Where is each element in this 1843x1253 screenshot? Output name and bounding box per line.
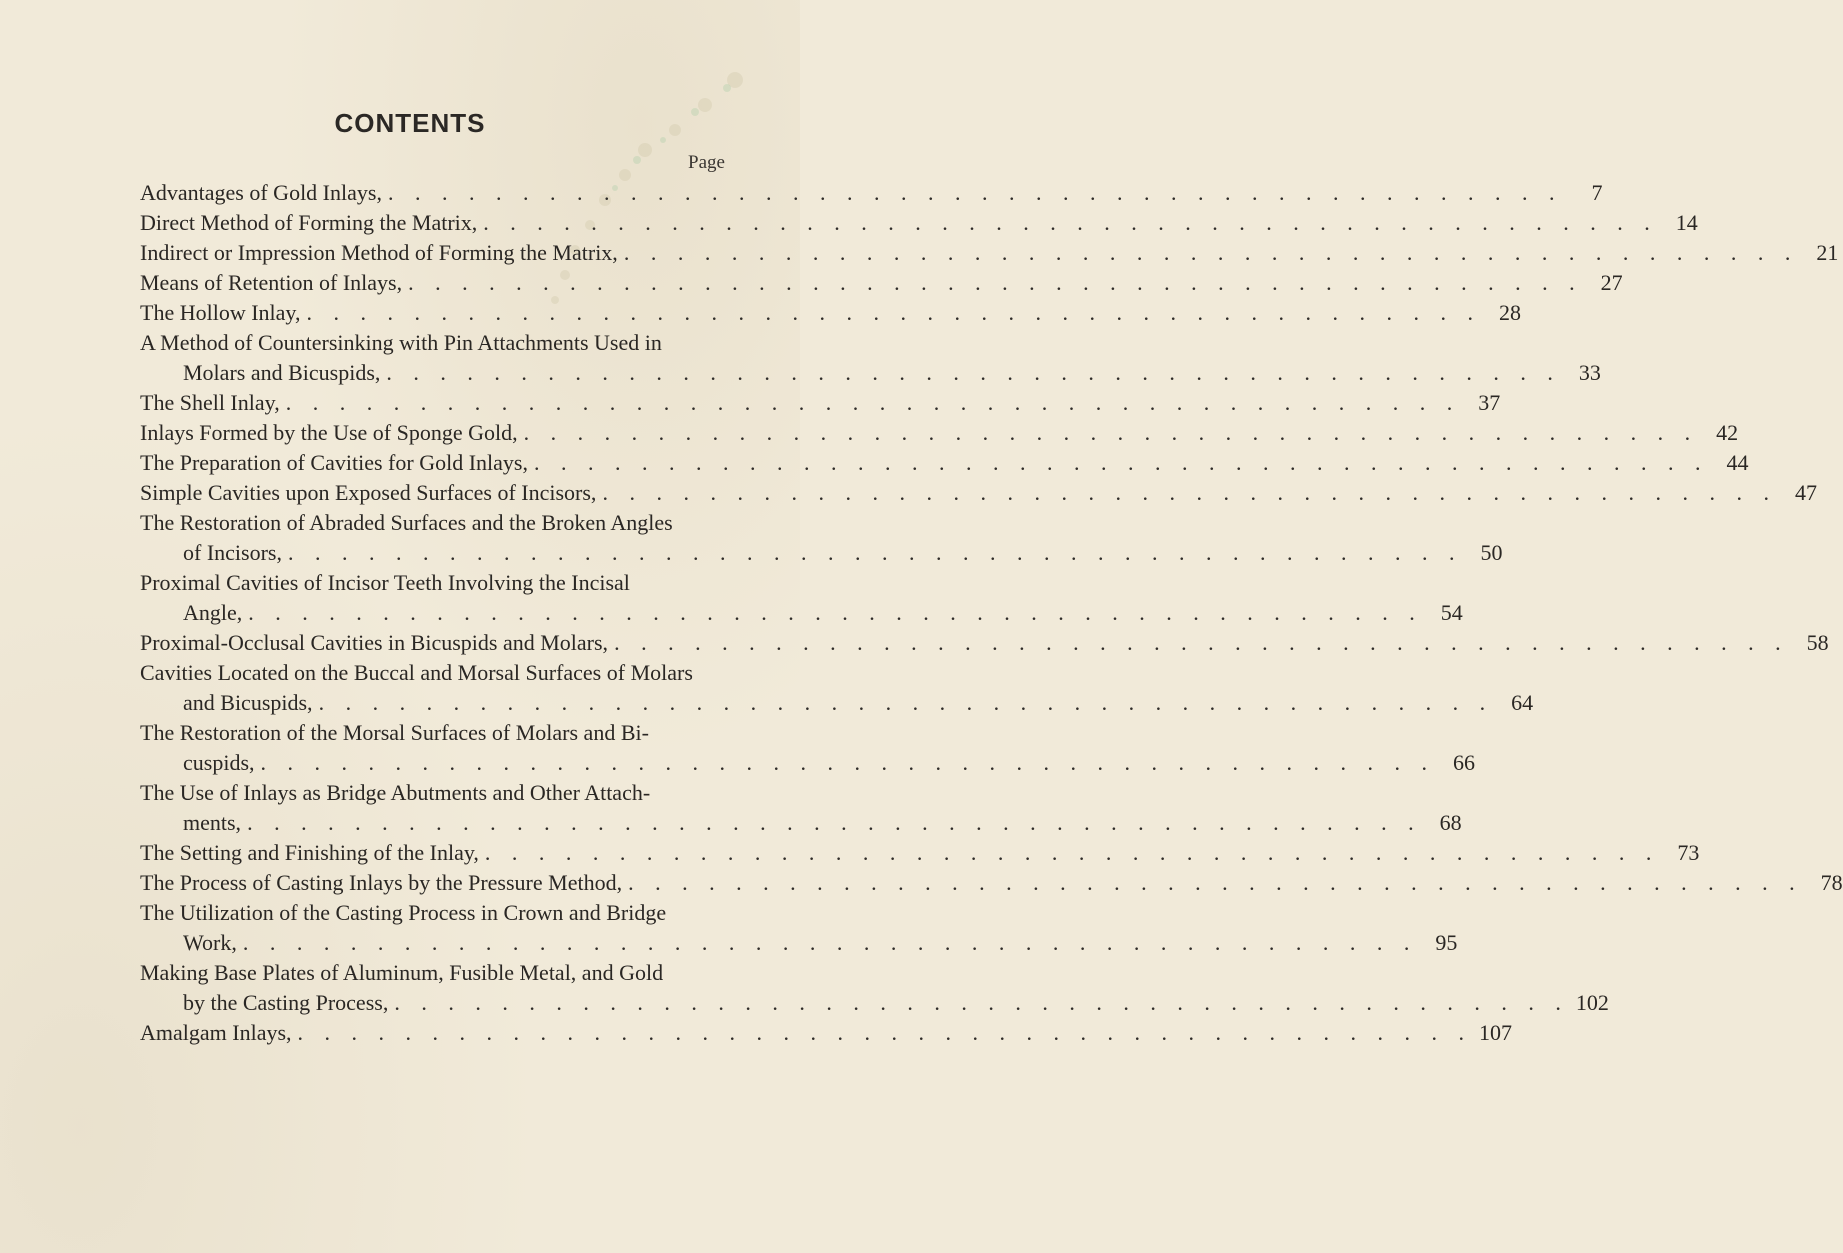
toc-entry xyxy=(140,268,1623,298)
toc-entry-title: The Shell Inlay, xyxy=(140,390,280,415)
toc-entry-title: The Restoration of Abraded Surfaces and the Broken Angles xyxy=(140,510,673,535)
toc-page-number: 95 xyxy=(1435,930,1458,955)
toc-entry xyxy=(140,718,1475,778)
toc-entry xyxy=(140,1018,1513,1048)
dot-leader: . . . . . . . . . . . . . . . . . . . . . . . . . . . . . . . . . . . . . . . . . . . . xyxy=(483,210,1658,235)
toc-entry xyxy=(140,448,1749,478)
toc-entry xyxy=(140,508,1503,568)
toc-entry xyxy=(140,898,1458,958)
toc-entry-title: Direct Method of Forming the Matrix, xyxy=(140,210,478,235)
toc-page-number: 64 xyxy=(1511,690,1534,715)
toc-entry-title: of Incisors, xyxy=(183,540,282,565)
dot-leader: . . . . . . . . . . . . . . . . . . . . . . . . . . . . . . . . . . . . . . . . . . . . xyxy=(394,990,1569,1015)
toc-entry-title: The Preparation of Cavities for Gold Inlays, xyxy=(140,450,528,475)
toc-page-number: 47 xyxy=(1794,480,1817,505)
dot-leader: . . . . . . . . . . . . . . . . . . . . . . . . . . . . . . . . . . . . . . . . . . . . xyxy=(614,630,1789,655)
toc-entry xyxy=(140,298,1521,328)
toc-entry-title: The Setting and Finishing of the Inlay, xyxy=(140,840,479,865)
toc-page-number: 7 xyxy=(1591,180,1603,205)
dot-leader: . . . . . . . . . . . . . . . . . . . . . . . . . . . . . . . . . . . . . . . . . . . . xyxy=(523,420,1699,445)
toc-entry-title: by the Casting Process, xyxy=(183,990,389,1015)
toc-page-number: 37 xyxy=(1478,390,1501,415)
dot-leader: . . . . . . . . . . . . . . . . . . . . . . . . . . . . . . . . . . . . . . . . . . . . xyxy=(242,930,1418,955)
dot-leader: . . . . . . . . . . . . . . . . . . . . . . . . . . . . . . . . . . . . . . . . . . . . xyxy=(628,870,1803,895)
toc-entry-title: Simple Cavities upon Exposed Surfaces of Incisors, xyxy=(140,480,597,505)
toc-entry-title: The Restoration of the Morsal Surfaces of Molars and Bi- xyxy=(140,720,649,745)
toc-entry-title: Proximal-Occlusal Cavities in Bicuspids and Molars, xyxy=(140,630,609,655)
dot-leader: . . . . . . . . . . . . . . . . . . . . . . . . . . . . . . . . . . . . . . . . . . . . xyxy=(484,840,1660,865)
dot-leader: . . . . . . . . . . . . . . . . . . . . . . . . . . . . . . . . . . . . . . . . . . . . xyxy=(318,690,1494,715)
toc-entry-title: Work, xyxy=(183,930,237,955)
toc-page-number: 44 xyxy=(1726,450,1749,475)
toc-entry-title: The Process of Casting Inlays by the Pressure Method, xyxy=(140,870,623,895)
toc-entry xyxy=(140,958,1609,1018)
dot-leader: . . . . . . . . . . . . . . . . . . . . . . . . . . . . . . . . . . . . . . . . . . . . xyxy=(533,450,1709,475)
toc-entry xyxy=(140,478,1817,508)
toc-entry-title: The Utilization of the Casting Process in Crown and Bridge xyxy=(140,900,667,925)
dot-leader: . . . . . . . . . . . . . . . . . . . . . . . . . . . . . . . . . . . . . . . . . . . . xyxy=(602,480,1777,505)
toc-entry xyxy=(140,658,1534,718)
toc-page-number: 33 xyxy=(1578,360,1601,385)
toc-page-number: 102 xyxy=(1575,990,1609,1015)
toc-page-number: 21 xyxy=(1816,240,1839,265)
toc-entry-title: Angle, xyxy=(183,600,243,625)
toc-entry xyxy=(140,328,1601,388)
toc-entry xyxy=(140,778,1462,838)
dot-leader: . . . . . . . . . . . . . . . . . . . . . . . . . . . . . . . . . . . . . . . . . . . . xyxy=(247,810,1422,835)
page-title: CONTENTS xyxy=(334,108,486,138)
toc-page-number: 14 xyxy=(1675,210,1698,235)
toc-entry-title: Advantages of Gold Inlays, xyxy=(140,180,382,205)
toc-page-number: 107 xyxy=(1479,1020,1513,1045)
toc-page-number: 68 xyxy=(1439,810,1462,835)
dot-leader: . . . . . . . . . . . . . . . . . . . . . . . . . . . . . . . . . . . . . . . . . . . . xyxy=(408,270,1583,295)
toc-entry xyxy=(140,568,1463,628)
toc-entry-title: and Bicuspids, xyxy=(183,690,313,715)
dot-leader: . . . . . . . . . . . . . . . . . . . . . . . . . . . . . . . . . . . . . . . . . . . . xyxy=(387,180,1563,205)
dot-leader: . . . . . . . . . . . . . . . . . . . . . . . . . . . . . . . . . . . . . . . . . . . . xyxy=(306,300,1481,325)
toc-entry-title: ments, xyxy=(183,810,242,835)
dot-leader: . . . . . . . . . . . . . . . . . . . . . . . . . . . . . . . . . . . . . . . . . . . . xyxy=(287,540,1463,565)
toc-entry-title: The Hollow Inlay, xyxy=(140,300,301,325)
toc-entry-title: Molars and Bicuspids, xyxy=(183,360,381,385)
toc-page-number: 54 xyxy=(1440,600,1463,625)
toc-page-number: 73 xyxy=(1677,840,1700,865)
toc-page-number: 66 xyxy=(1453,750,1475,775)
toc-page-number: 42 xyxy=(1716,420,1739,445)
toc-page-number: 58 xyxy=(1806,630,1829,655)
toc-page-number: 27 xyxy=(1600,270,1623,295)
toc-entry-title: Making Base Plates of Aluminum, Fusible Metal, and Gold xyxy=(140,960,664,985)
toc-page-number: 78 xyxy=(1820,870,1843,895)
toc-entry-title: Indirect or Impression Method of Forming the Matrix, xyxy=(140,240,618,265)
toc-page-number: 28 xyxy=(1498,300,1521,325)
toc-entry-title: Cavities Located on the Buccal and Morsal Surfaces of Molars xyxy=(140,660,693,685)
dot-leader: . . . . . . . . . . . . . . . . . . . . . . . . . . . . . . . . . . . . . . . . . . . . xyxy=(386,360,1561,385)
dot-leader: . . . . . . . . . . . . . . . . . . . . . . . . . . . . . . . . . . . . . . . . . . . . xyxy=(248,600,1423,625)
toc-entry xyxy=(140,238,1839,268)
toc-entry xyxy=(140,388,1501,418)
toc-entry xyxy=(140,178,1603,208)
toc-entry-title: Inlays Formed by the Use of Sponge Gold, xyxy=(140,420,518,445)
page-column-label: Page xyxy=(688,152,725,173)
toc-entry xyxy=(140,418,1739,448)
toc-entry-title: Means of Retention of Inlays, xyxy=(140,270,403,295)
toc-entry-title: A Method of Countersinking with Pin Attachments Used in xyxy=(140,330,662,355)
toc-entry xyxy=(140,868,1843,898)
toc-entry-title: The Use of Inlays as Bridge Abutments and Other Attach- xyxy=(140,780,651,805)
toc-page-number: 50 xyxy=(1480,540,1503,565)
toc-entry-title: Proximal Cavities of Incisor Teeth Involving the Incisal xyxy=(140,570,630,595)
toc-entry xyxy=(140,208,1698,238)
dot-leader: . . . . . . . . . . . . . . . . . . . . . . . . . . . . . . . . . . . . . . . . . . . . xyxy=(623,240,1799,265)
dot-leader: . . . . . . . . . . . . . . . . . . . . . . . . . . . . . . . . . . . . . . . . . . . . xyxy=(285,390,1461,415)
toc-entry-title: cuspids, xyxy=(183,750,255,775)
table-of-contents xyxy=(140,178,1843,1048)
toc-entry xyxy=(140,628,1829,658)
toc-entry xyxy=(140,838,1700,868)
dot-leader: . . . . . . . . . . . . . . . . . . . . . . . . . . . . . . . . . . . . . . . . . . . . xyxy=(297,1020,1473,1045)
toc-entry-title: Amalgam Inlays, xyxy=(140,1020,292,1045)
dot-leader: . . . . . . . . . . . . . . . . . . . . . . . . . . . . . . . . . . . . . . . . . . . . xyxy=(260,750,1435,775)
